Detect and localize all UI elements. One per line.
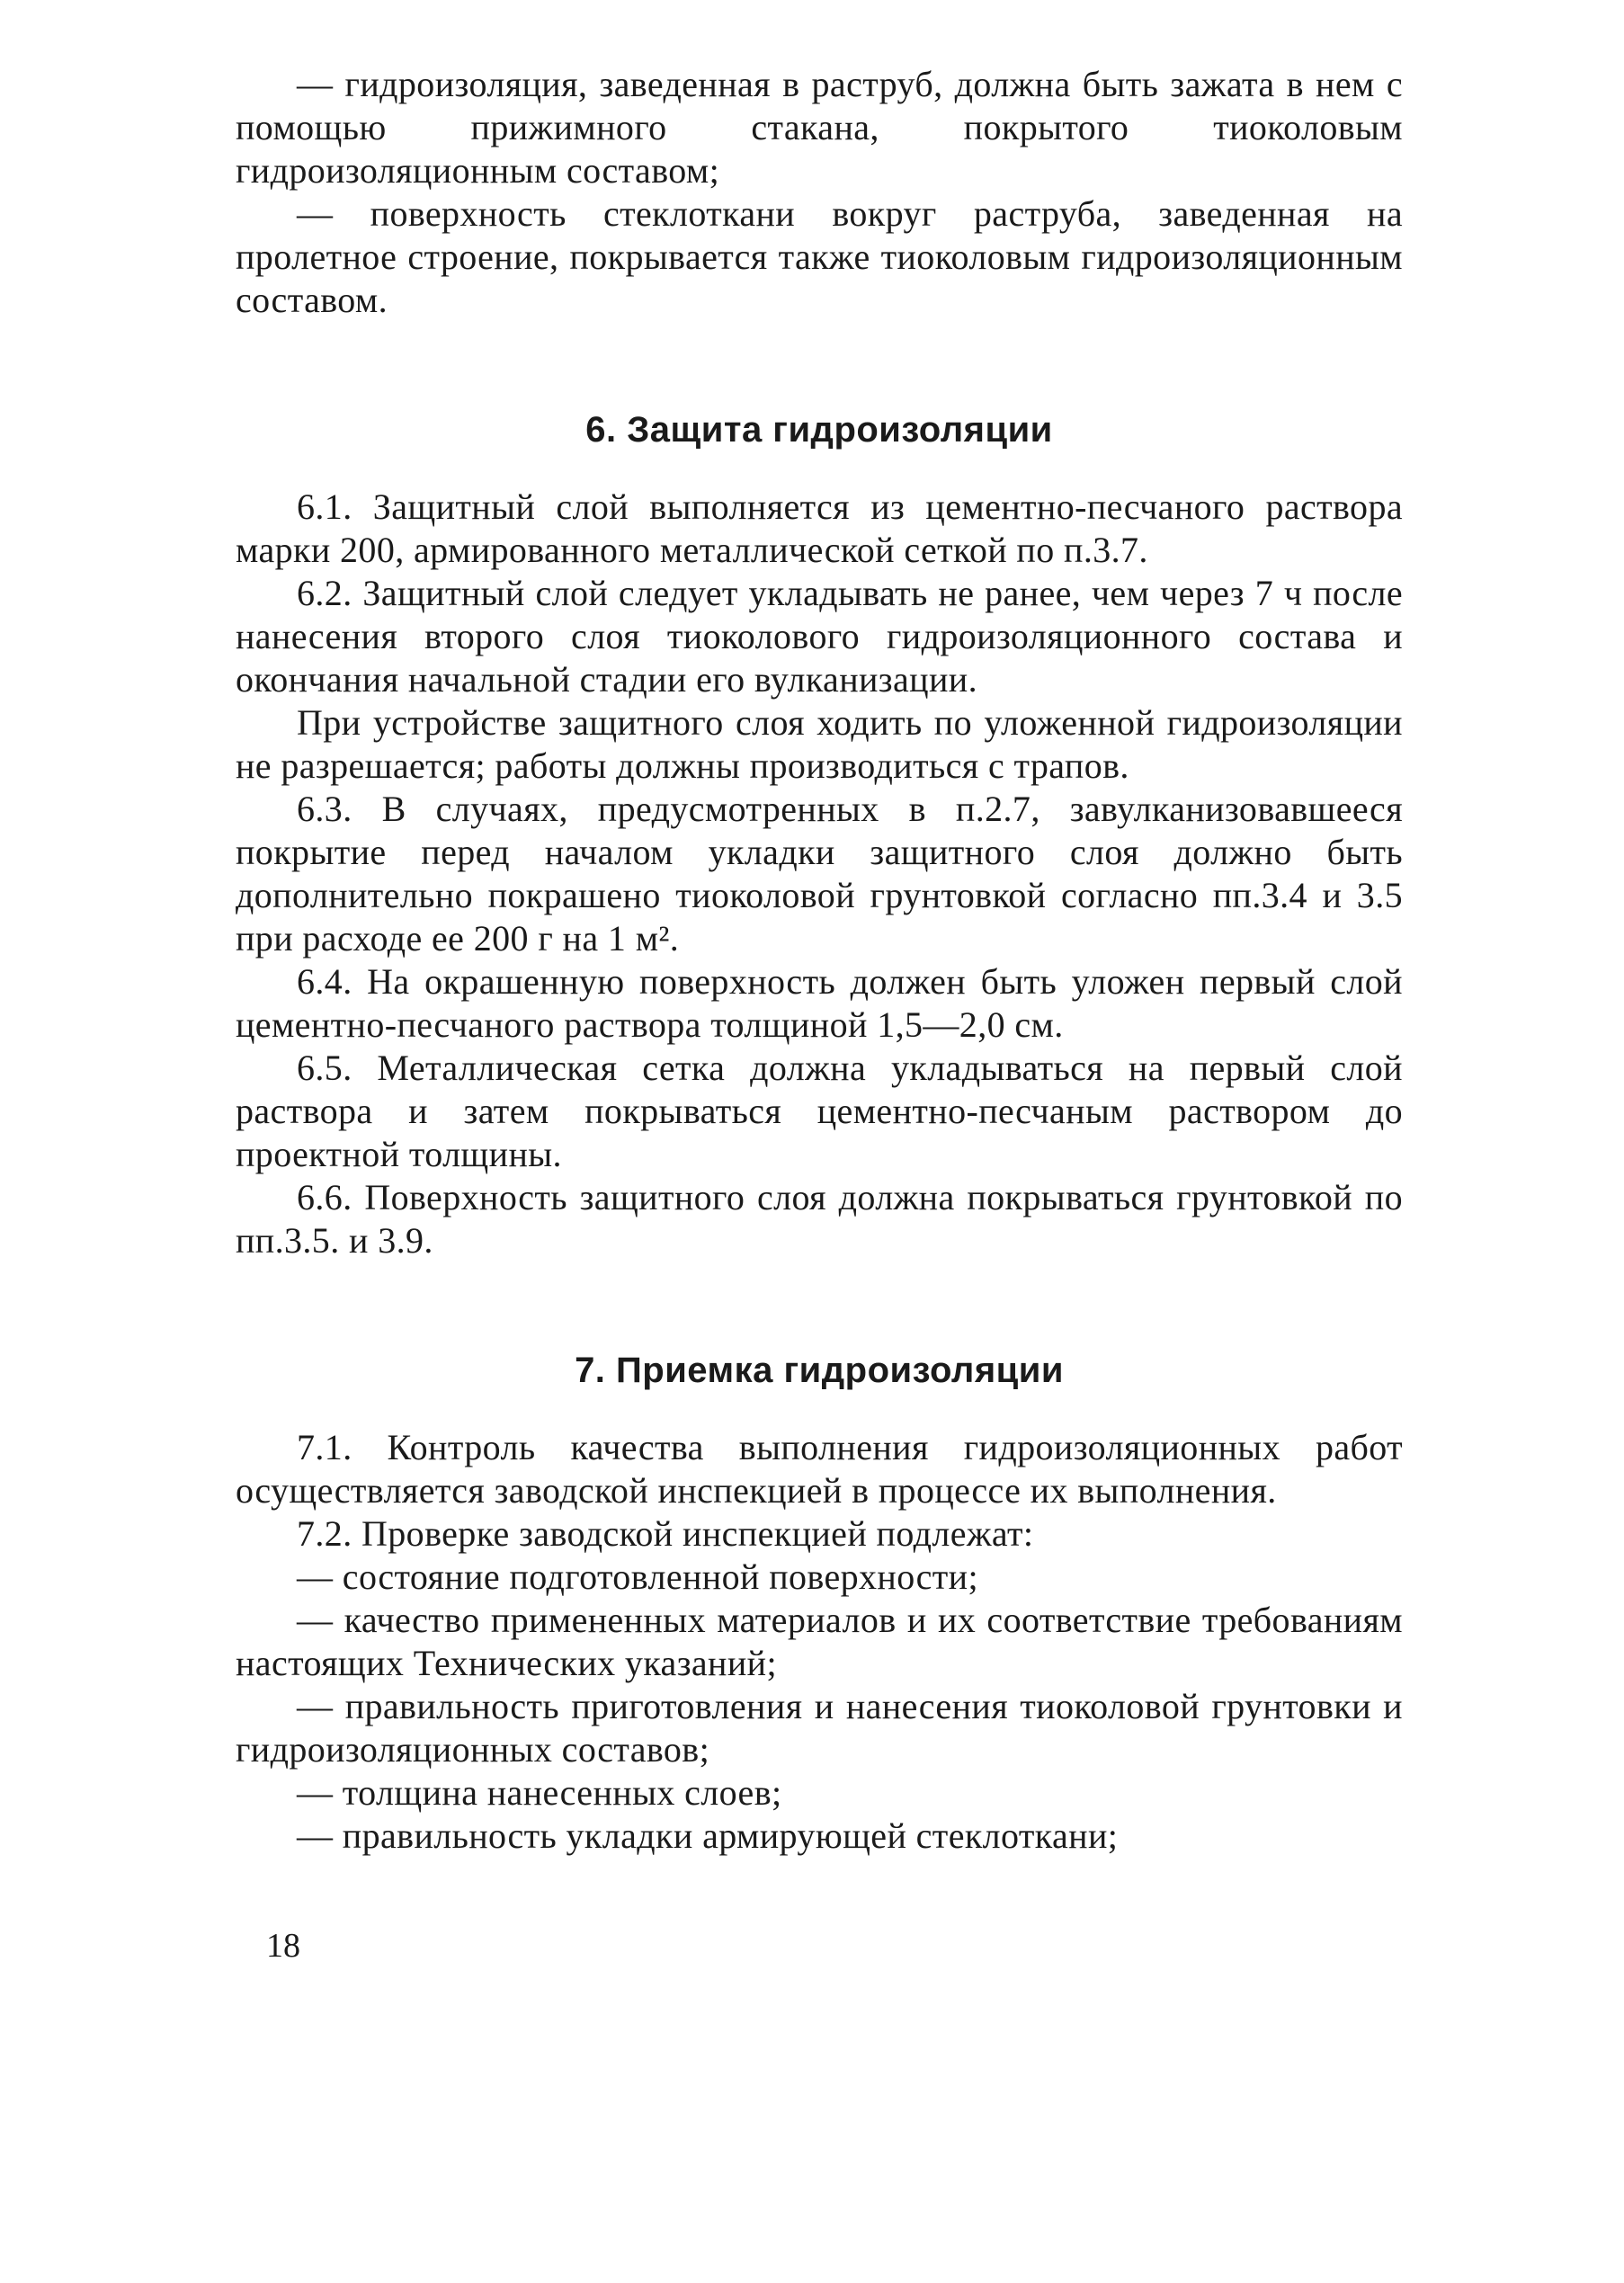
paragraph-6-3: 6.3. В случаях, предусмотренных в п.2.7, завулканизовавшееся покрытие перед началом укладки защитного слоя должно быть дополнительно покрашено тиоколовой грунтовкой согласно пп.3.4 и 3.5 при расходе ее 200 г на 1 м². [236,789,1403,959]
list-item-7-2-b: — качество примененных материалов и их соответствие требованиям настоящих Технических указаний; [236,1600,1403,1683]
section-7-heading: 7. Приемка гидроизоляции [575,1351,1064,1390]
paragraph-6-2: 6.2. Защитный слой следует укладывать не ранее, чем через 7 ч после нанесения второго слоя тиоколового гидроизоляционного состава и окончания начальной стадии его вулканизации. [236,573,1403,700]
page-number: 18 [266,1927,300,1965]
list-item-7-2-a: — состояние подготовленной поверхности; [297,1556,978,1597]
paragraph-6-1: 6.1. Защитный слой выполняется из цементно-песчаного раствора марки 200, армированного металлической сеткой по п.3.7. [236,486,1403,570]
list-item-7-2-c: — правильность приготовления и нанесения тиоколовой грунтовки и гидроизоляционных составов; [236,1686,1403,1770]
paragraph-7-1: 7.1. Контроль качества выполнения гидроизоляционных работ осуществляется заводской инспекцией в процессе их выполнения. [236,1427,1403,1511]
document-page [236,63,1403,1858]
section-6-heading: 6. Защита гидроизоляции [585,410,1053,450]
list-item-7-2-d: — толщина нанесенных слоев; [297,1772,782,1813]
paragraph-intro-2: — поверхность стеклоткани вокруг раструба, заведенная на пролетное строение, покрывается также тиоколовым гидроизоляционным составом. [236,193,1403,320]
paragraph-6-5: 6.5. Металлическая сетка должна укладываться на первый слой раствора и затем покрываться цементно-песчаным раствором до проектной толщины. [236,1048,1403,1174]
list-item-7-2-e: — правильность укладки армирующей стеклоткани; [297,1815,1119,1856]
paragraph-6-6: 6.6. Поверхность защитного слоя должна покрываться грунтовкой по пп.3.5. и 3.9. [236,1177,1403,1261]
paragraph-6-4: 6.4. На окрашенную поверхность должен быть уложен первый слой цементно-песчаного раствора толщиной 1,5—2,0 см. [236,961,1403,1045]
paragraph-7-2: 7.2. Проверке заводской инспекцией подлежат: [297,1513,1034,1554]
paragraph-6-2-note: При устройстве защитного слоя ходить по уложенной гидроизоляции не разрешается; работы должны производиться с трапов. [236,702,1403,786]
paragraph-intro-1: — гидроизоляция, заведенная в раструб, должна быть зажата в нем с помощью прижимного стакана, покрытого тиоколовым гидроизоляционным составом; [236,64,1403,191]
